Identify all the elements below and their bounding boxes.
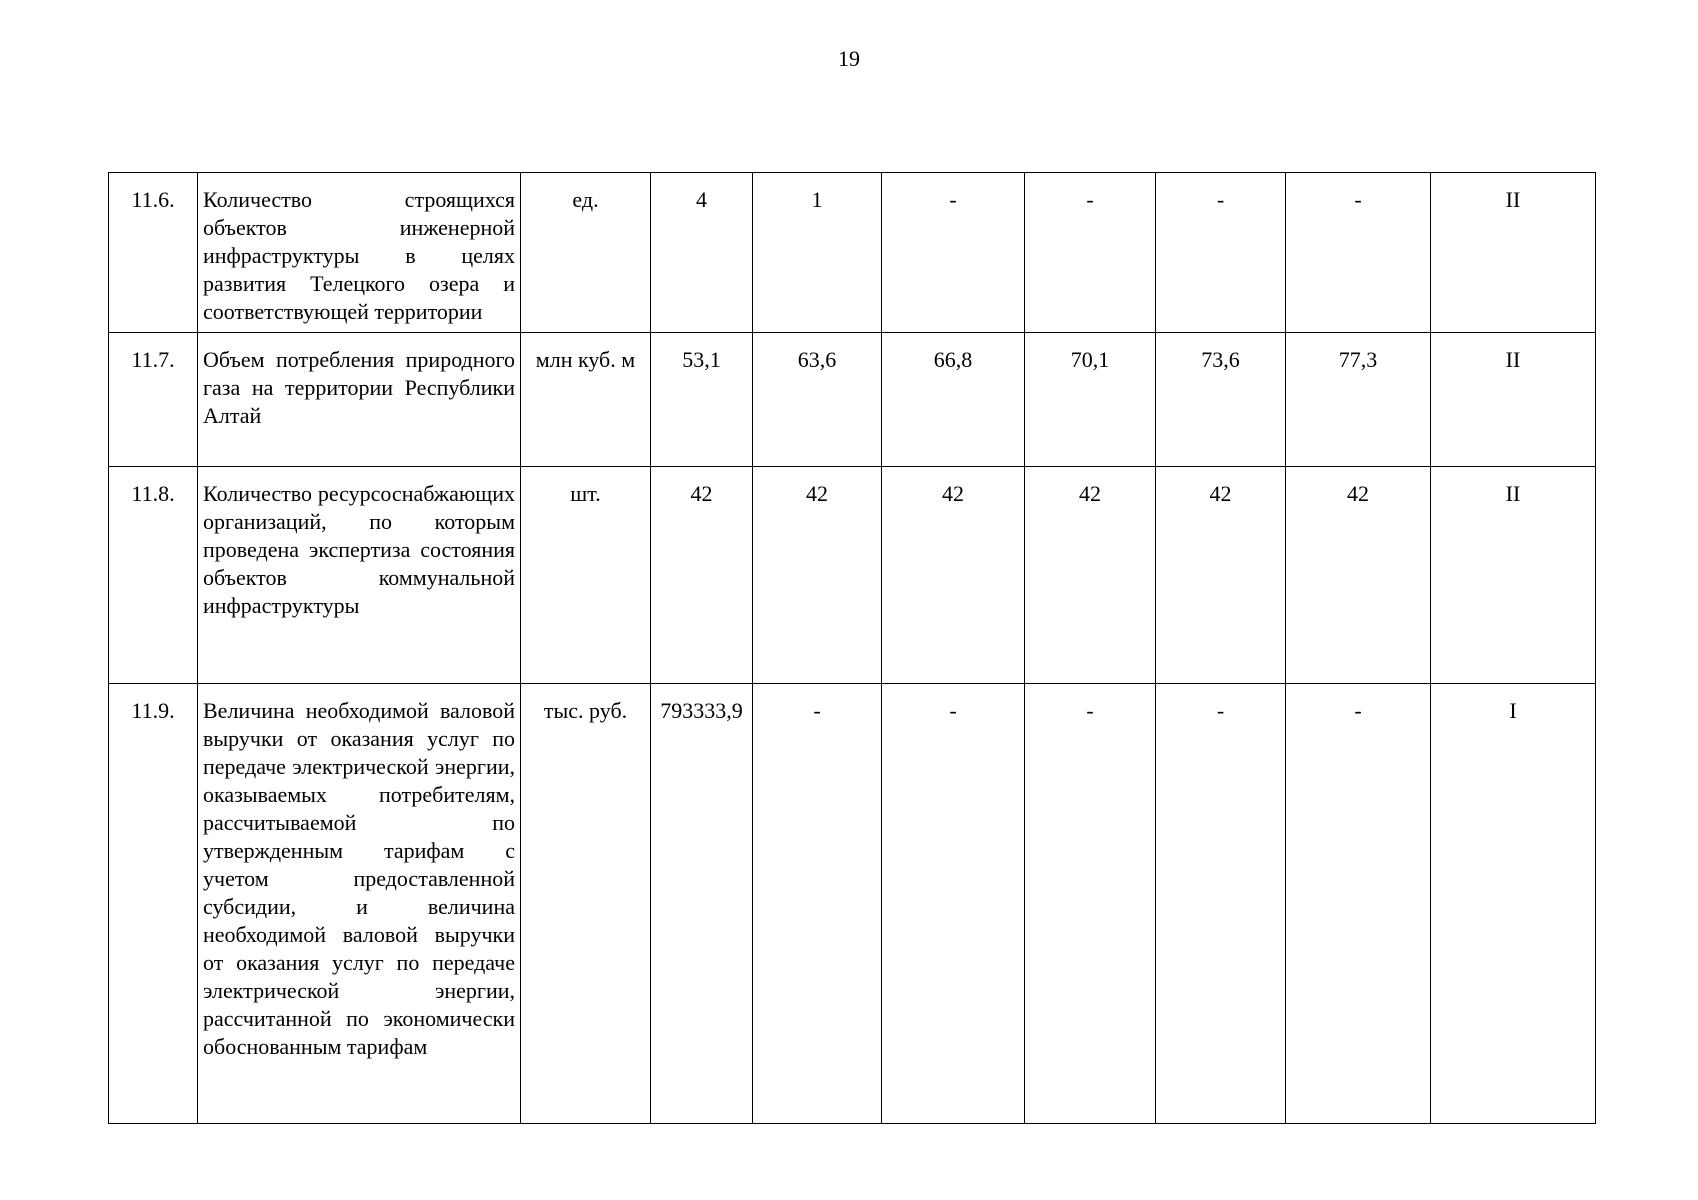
table-row bbox=[109, 333, 1596, 467]
value-cell: 73,6 bbox=[1156, 333, 1286, 467]
value-cell: - bbox=[1156, 173, 1286, 333]
value-cell: 1 bbox=[753, 173, 882, 333]
value-cell: 42 bbox=[1025, 467, 1156, 684]
value-cell: 66,8 bbox=[882, 333, 1025, 467]
value-cell: - bbox=[882, 173, 1025, 333]
category-cell: I bbox=[1431, 684, 1596, 1124]
table-row bbox=[109, 684, 1596, 1124]
value-cell: 42 bbox=[1156, 467, 1286, 684]
value-cell: - bbox=[1286, 684, 1431, 1124]
value-cell: 42 bbox=[651, 467, 753, 684]
value-cell: 70,1 bbox=[1025, 333, 1156, 467]
value-cell: 42 bbox=[1286, 467, 1431, 684]
row-number: 11.6. bbox=[109, 173, 198, 333]
value-cell: 42 bbox=[882, 467, 1025, 684]
category-cell: II bbox=[1431, 333, 1596, 467]
indicator-name: Количество строящихся объектов инженерной инфраструктуры в целях развития Телецкого озера и соответствующей территории bbox=[198, 173, 521, 333]
indicator-name: Количество ресурсоснабжающих организаций, по которым проведена экспертиза состояния объектов коммунальной инфраструктуры bbox=[198, 467, 521, 684]
row-number: 11.9. bbox=[109, 684, 198, 1124]
indicator-name: Величина необходимой валовой выручки от оказания услуг по передаче электрической энергии, оказываемых потребителям, рассчитываемой по утвержденным тарифам с учетом предоставленной субсидии, и величина необходимой валовой выручки от оказания услуг по передаче электрической энергии, рассчитанной по экономически обоснованным тарифам bbox=[198, 684, 521, 1124]
row-number: 11.8. bbox=[109, 467, 198, 684]
value-cell: 53,1 bbox=[651, 333, 753, 467]
value-cell: 63,6 bbox=[753, 333, 882, 467]
category-cell: II bbox=[1431, 173, 1596, 333]
indicators-table bbox=[108, 172, 1596, 1124]
category-cell: II bbox=[1431, 467, 1596, 684]
unit-cell: шт. bbox=[521, 467, 651, 684]
table-row bbox=[109, 173, 1596, 333]
value-cell: 42 bbox=[753, 467, 882, 684]
unit-cell: тыс. руб. bbox=[521, 684, 651, 1124]
unit-cell: ед. bbox=[521, 173, 651, 333]
unit-cell: млн куб. м bbox=[521, 333, 651, 467]
value-cell: - bbox=[1156, 684, 1286, 1124]
value-cell: 4 bbox=[651, 173, 753, 333]
value-cell: - bbox=[1025, 173, 1156, 333]
value-cell: - bbox=[753, 684, 882, 1124]
page-number: 19 bbox=[838, 46, 860, 71]
table-row bbox=[109, 467, 1596, 684]
value-cell: 77,3 bbox=[1286, 333, 1431, 467]
value-cell: - bbox=[1025, 684, 1156, 1124]
value-cell: - bbox=[1286, 173, 1431, 333]
row-number: 11.7. bbox=[109, 333, 198, 467]
value-cell: - bbox=[882, 684, 1025, 1124]
indicator-name: Объем потребления природного газа на территории Республики Алтай bbox=[198, 333, 521, 467]
value-cell: 793333,9 bbox=[651, 684, 753, 1124]
